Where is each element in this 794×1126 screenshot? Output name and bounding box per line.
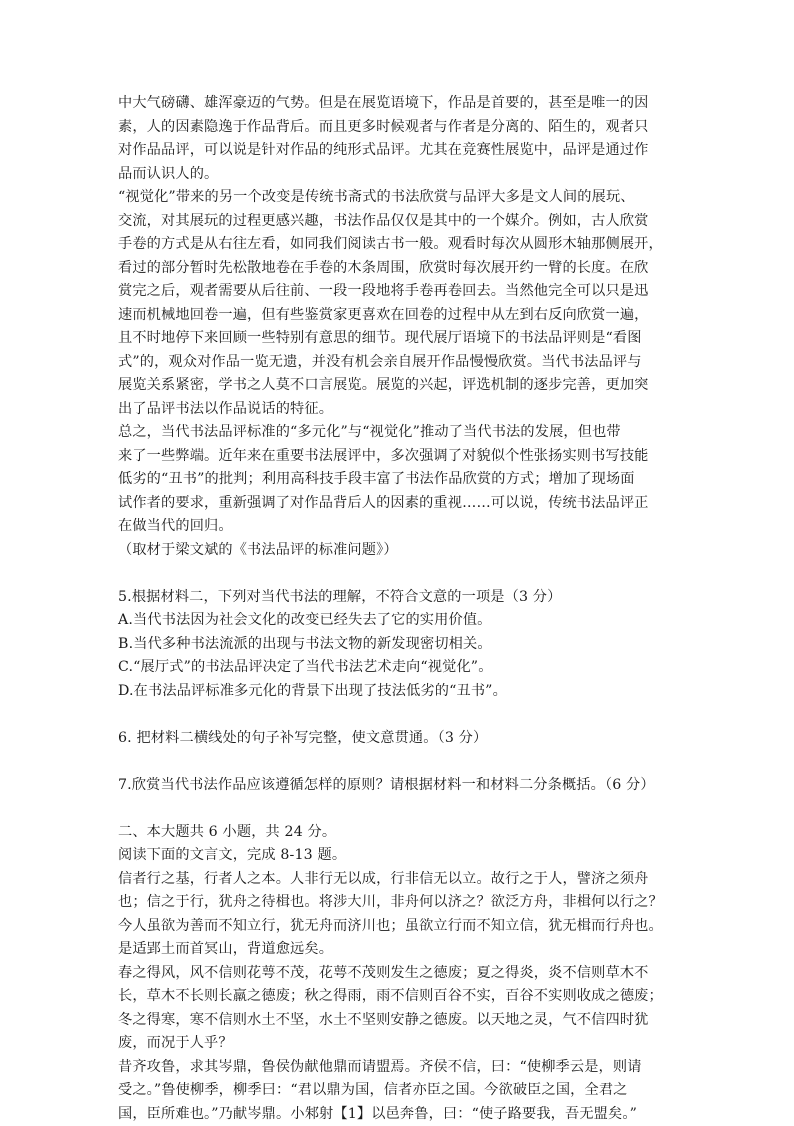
option-d: D.在书法品评标准多元化的背景下出现了技法低劣的“丑书”。: [118, 680, 684, 704]
text-line: 今人虽欲为善而不知立行，犹无舟而济川也；虽欲立行而不知立信，犹无楫而行舟也。: [118, 915, 684, 939]
text-line: 低劣的“丑书”的批判；利用高科技手段丰富了书法作品欣赏的方式；增加了现场面: [118, 468, 684, 492]
text-line: 长，草木不长则长羸之德废；秋之得雨，雨不信则百谷不实，百谷不实则收成之德废；: [118, 985, 684, 1009]
text-line: 出了品评书法以作品说话的特征。: [118, 398, 684, 422]
text-line: 在做当代的回归。: [118, 515, 684, 539]
question-6-stem: 6. 把材料二横线处的句子补写完整，使文意贯通。（3 分）: [118, 727, 684, 751]
text-line: 且不时地停下来回顾一些特别有意思的细节。现代展厅语境下的书法品评则是“看图: [118, 327, 684, 351]
option-c: C.“展厅式”的书法品评决定了当代书法艺术走向“视觉化”。: [118, 656, 684, 680]
section-instruction: 阅读下面的文言文，完成 8-13 题。: [118, 844, 684, 868]
question-stem: 5.根据材料二，下列对当代书法的理解，不符合文意的一项是（3 分）: [118, 586, 684, 610]
text-line: 素，人的因素隐逸于作品背后。而且更多时候观者与作者是分离的、陌生的，观者只: [118, 116, 684, 140]
text-line: 国，臣所难也。”乃献岑鼎。小邾射【1】以邑奔鲁，曰：“使子路要我，吾无盟矣。”: [118, 1103, 684, 1126]
text-line: 式”的，观众对作品一览无遗，并没有机会亲自展开作品慢慢欣赏。当代书法品评与: [118, 351, 684, 375]
text-line: 是适郢土而首冥山，背道愈远矣。: [118, 938, 684, 962]
material-two-paragraph-2: [118, 186, 684, 421]
spacer: [118, 703, 684, 727]
classical-text-paragraph-3: [118, 1056, 684, 1126]
option-b: B.当代多种书法流派的出现与书法文物的新发现密切相关。: [118, 633, 684, 657]
spacer: [118, 797, 684, 821]
text-line: 赏完之后，观者需要从后往前、一段一段地将手卷再卷回去。当然他完全可以只是迅: [118, 280, 684, 304]
text-line: “视觉化”带来的另一个改变是传统书斋式的书法欣赏与品评大多是文人间的展玩、: [118, 186, 684, 210]
text-line: 中大气磅礴、雄浑豪迈的气势。但是在展览语境下，作品是首要的，甚至是唯一的因: [118, 92, 684, 116]
text-line: 品而认识人的。: [118, 163, 684, 187]
text-line: 速而机械地回卷一遍，但有些鉴赏家更喜欢在回卷的过程中从左到右反向欣赏一遍，: [118, 304, 684, 328]
text-line: 来了一些弊端。近年来在重要书法展评中，多次强调了对貌似个性张扬实则书写技能: [118, 445, 684, 469]
text-line: 春之得风，风不信则花萼不茂，花萼不茂则发生之德废；夏之得炎，炎不信则草木不: [118, 962, 684, 986]
question-7-stem: 7.欣赏当代书法作品应该遵循怎样的原则？请根据材料一和材料二分条概括。（6 分）: [118, 774, 684, 798]
classical-text-paragraph-1: [118, 868, 684, 962]
question-5: [118, 586, 684, 704]
text-line: 受之。”鲁使柳季，柳季曰：“君以鼎为国，信者亦臣之国。今欲破臣之国，全君之: [118, 1079, 684, 1103]
text-line: 交流，对其展玩的过程更感兴趣，书法作品仅仅是其中的一个媒介。例如，古人欣赏: [118, 210, 684, 234]
text-line: 也；信之于行，犹舟之待楫也。将涉大川，非舟何以济之？欲泛方舟，非楫何以行之？: [118, 891, 684, 915]
section-2: [118, 821, 684, 1126]
material-two-paragraph-3: [118, 421, 684, 539]
text-line: 试作者的要求，重新强调了对作品背后人的因素的重视……可以说，传统书法品评正: [118, 492, 684, 516]
text-line: 展览关系紧密，学书之人莫不口言展览。展览的兴起，评选机制的逐步完善，更加突: [118, 374, 684, 398]
text-line: 手卷的方式是从右往左看，如同我们阅读古书一般。观看时每次从圆形木轴那侧展开，: [118, 233, 684, 257]
material-two-paragraph-1: [118, 92, 684, 186]
text-line: 信者行之基，行者人之本。人非行无以成，行非信无以立。故行之于人，譬济之须舟: [118, 868, 684, 892]
text-line: 总之，当代书法品评标准的“多元化”与“视觉化”推动了当代书法的发展，但也带: [118, 421, 684, 445]
text-line: 昔齐攻鲁，求其岑鼎，鲁侯伪献他鼎而请盟焉。齐侯不信，曰：“使柳季云是，则请: [118, 1056, 684, 1080]
text-line: 冬之得寒，寒不信则水土不坚，水土不坚则安静之德废。以天地之灵，气不信四时犹: [118, 1009, 684, 1033]
source-citation: （取材于梁文斌的《书法品评的标准问题》）: [118, 539, 684, 563]
text-line: 废，而况于人乎？: [118, 1032, 684, 1056]
spacer: [118, 750, 684, 774]
text-line: 看过的部分暂时先松散地卷在手卷的木条周围，欣赏时每次展开约一臂的长度。在欣: [118, 257, 684, 281]
document-page: [118, 92, 684, 1126]
option-a: A.当代书法因为社会文化的改变已经失去了它的实用价值。: [118, 609, 684, 633]
section-heading: 二、本大题共 6 小题，共 24 分。: [118, 821, 684, 845]
spacer: [118, 562, 684, 586]
text-line: 对作品品评，可以说是针对作品的纯形式品评。尤其在竞赛性展览中，品评是通过作: [118, 139, 684, 163]
classical-text-paragraph-2: [118, 962, 684, 1056]
